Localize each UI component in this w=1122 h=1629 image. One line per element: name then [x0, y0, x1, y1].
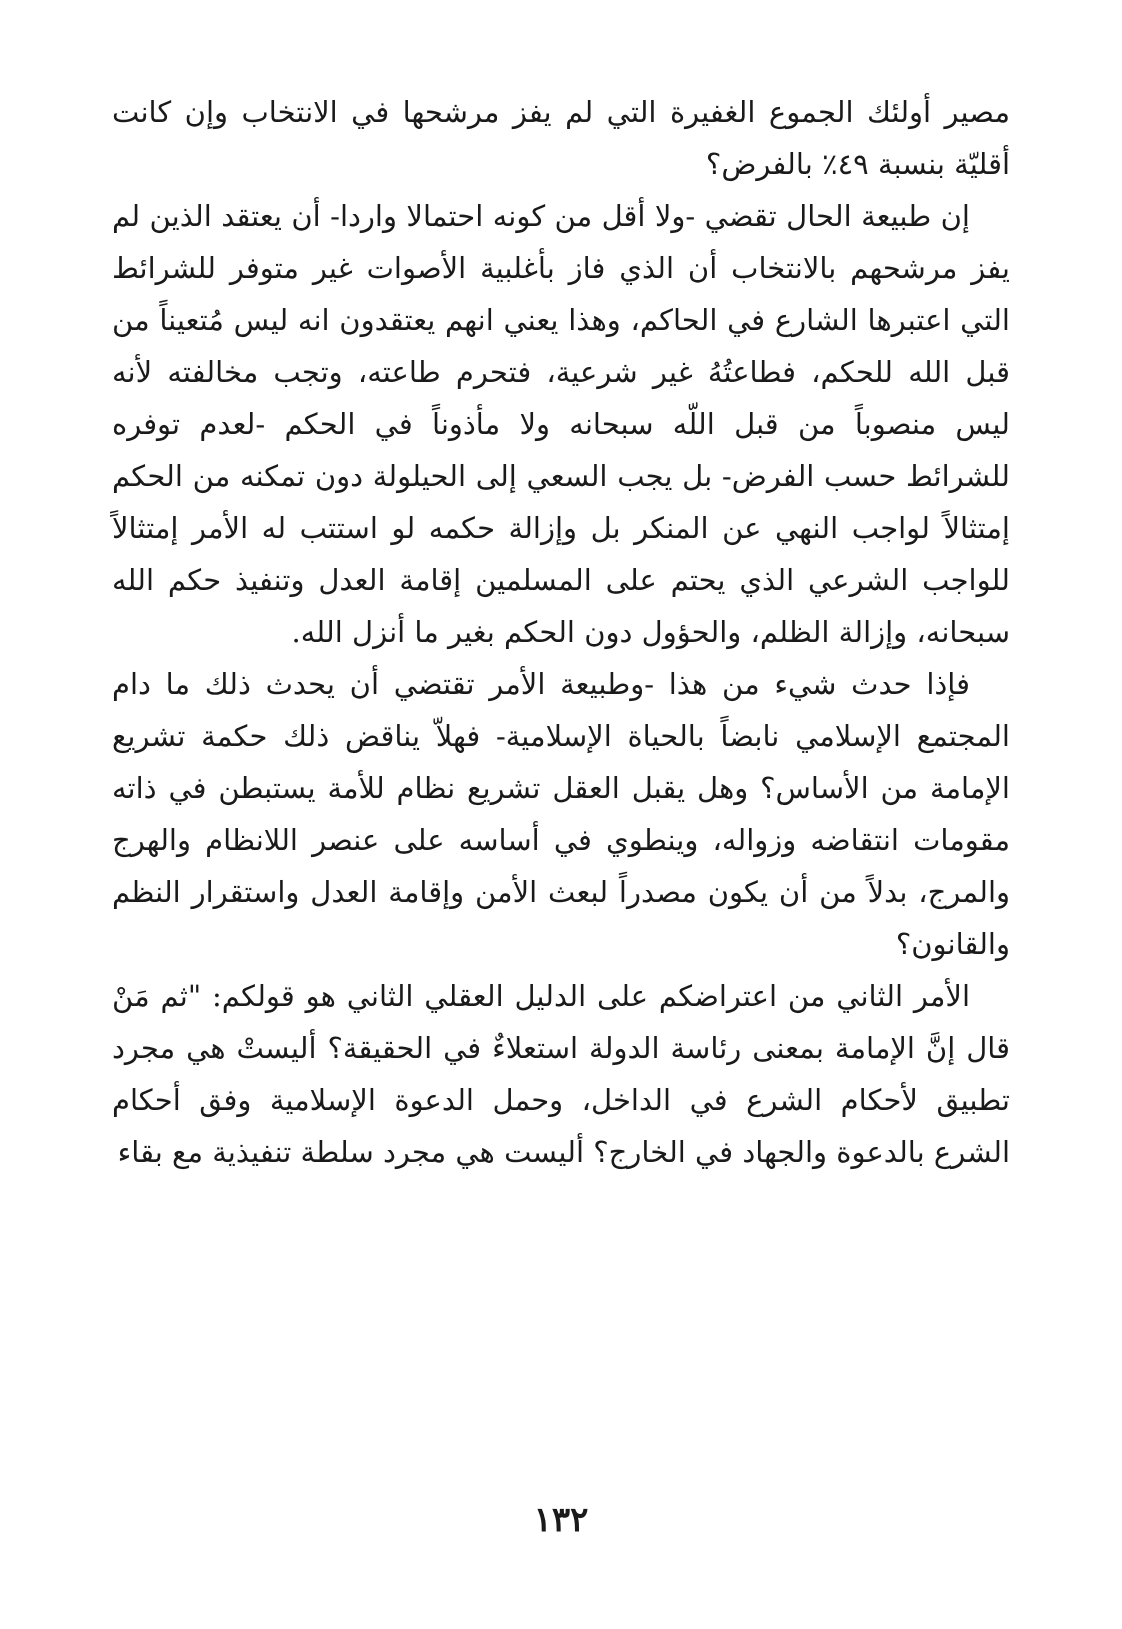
paragraph-1: مصير أولئك الجموع الغفيرة التي لم يفز مرشحها في الانتخاب وإن كانت أقليّة بنسبة ٤٩٪ بالفرض؟	[112, 95, 1010, 181]
paragraph-2: إن طبيعة الحال تقضي -ولا أقل من كونه احتمالا واردا- أن يعتقد الذين لم يفز مرشحهم بالانتخاب أن الذي فاز بأغلبية الأصوات غير متوفر للشرائط التي اعتبرها الشارع في الحاكم، وهذا يعني انهم يعتقدون انه ليس مُتعيناً من قبل الله للحكم، فطاعتُهُ غير شرعية، فتحرم طاعته، وتجب مخالفته لأنه ليس منصوباً من قبل اللّه سبحانه ولا مأذوناً في الحكم -لعدم توفره للشرائط حسب الفرض- بل يجب السعي إلى الحيلولة دون تمكنه من الحكم إمتثالاً لواجب النهي عن المنكر بل وإزالة حكمه لو استتب له الأمر إمتثالاً للواجب الشرعي الذي يحتم على المسلمين إقامة العدل وتنفيذ حكم الله سبحانه، وإزالة الظلم، والحؤول دون الحكم بغير ما أنزل الله.	[112, 199, 1010, 649]
paragraph-3: فإذا حدث شيء من هذا -وطبيعة الأمر تقتضي أن يحدث ذلك ما دام المجتمع الإسلامي نابضاً بالحياة الإسلامية- فهلاّ يناقض ذلك حكمة تشريع الإمامة من الأساس؟ وهل يقبل العقل تشريع نظام للأمة يستبطن في ذاته مقومات انتقاضه وزواله، وينطوي في أساسه على عنصر اللانظام والهرج والمرج، بدلاً من أن يكون مصدراً لبعث الأمن وإقامة العدل واستقرار النظم والقانون؟	[112, 667, 1010, 961]
page-number: ١٣٢	[533, 1500, 589, 1540]
body-text	[112, 86, 1010, 1178]
paragraph-4: الأمر الثاني من اعتراضكم على الدليل العقلي الثاني هو قولكم: "ثم مَنْ قال إنَّ الإمامة بمعنى رئاسة الدولة استعلاءٌ في الحقيقة؟ أليستْ هي مجرد تطبيق لأحكام الشرع في الداخل، وحمل الدعوة الإسلامية وفق أحكام الشرع بالدعوة والجهاد في الخارج؟ أليست هي مجرد سلطة تنفيذية مع بقاء	[112, 979, 1010, 1169]
